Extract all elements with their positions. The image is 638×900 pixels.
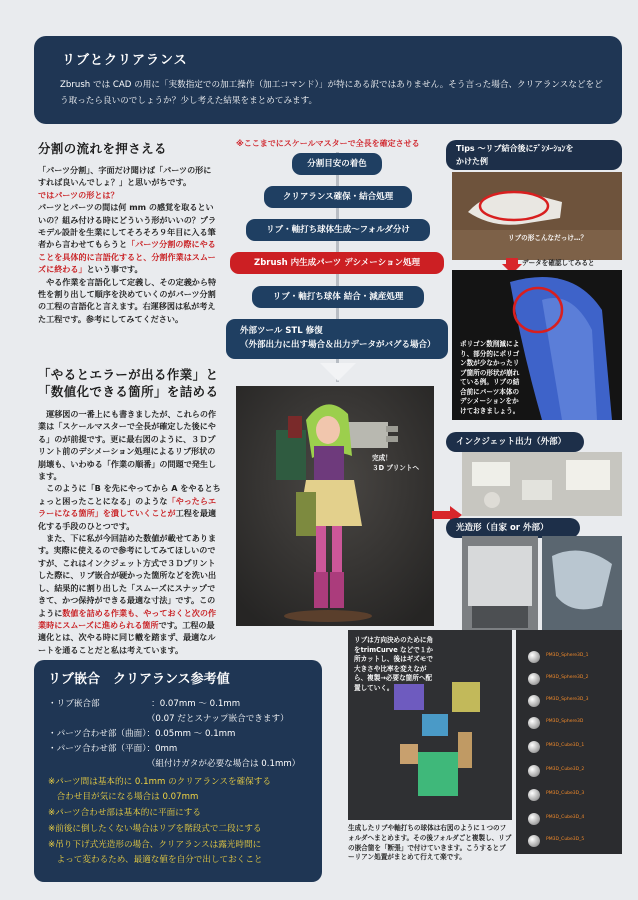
sphere-icon: [528, 651, 540, 663]
s1-text-p2: やる作業を言語化して定義し、その定義から特性を割り出して順序を決めていくのがパーツ分割の工程の言語化と言えます。右運移図は私が考えた工程です。参考にしてみてください。: [38, 276, 217, 324]
flow-down-arrow: [320, 363, 356, 381]
s1-text-c: という事です。: [86, 264, 143, 275]
flow-step-5: リブ・軸打ち球体 結合・減産処理: [252, 286, 424, 308]
sphere-icon: [528, 695, 540, 707]
intro-text: Zbrush では CAD の用に「実数指定での加工操作（加工コマンド）」が特にある訳ではありません。そう言った場合、クリアランスなどをどう取ったら良いのでしょうか？少し考えた結果をまとめてみます。: [60, 80, 603, 106]
zbrush-bottom-caption: 生成したリブや軸打ちの球体は右図のように１つのフォルダへまとめます。その後フォルダごと複製し、リブの嵌合箇を「断張」で付けていきます。こうするとブーリアン処置がまとめて行えて楽です。: [348, 824, 512, 862]
s2-p1: 運移図の一番上にも書きましたが、これらの作業は「スケールマスターで全長が確定した後にやる」のが前提です。更に最右図のように、３Ｄプリント前のデシメーション処理によるリブ形状の崩壊も、いわゆる「作業の順番」の問題で発生します。: [38, 409, 217, 482]
cube-icon: [528, 789, 540, 801]
subtool-item[interactable]: PM3D_Sphere3D_2: [524, 672, 622, 687]
tips-print-photo: [452, 172, 622, 260]
s2-p2a: このように「B を先にやってから A をやるとちょっと困ったことになる」のような: [38, 483, 221, 506]
flow-step-1: 分割目安の着色: [292, 153, 382, 175]
flow-step-6-line2: （外部出力に出す場合＆出力データがバグる場合）: [240, 340, 436, 350]
inkjet-parts-photo: [462, 452, 622, 516]
cube-icon: [528, 765, 540, 777]
reference-title: リブ嵌合 クリアランス参考値: [48, 672, 230, 687]
flow-step-6: [226, 319, 448, 359]
ref-line-5: （組付けガタが必要な場合は 0.1mm）: [48, 759, 301, 769]
tips-label: [446, 140, 622, 170]
flow-note: ※ここまでにスケールマスターで全長を確定させる: [236, 139, 420, 148]
sla-printer-photo: [462, 536, 538, 630]
flow-step-3: リブ・軸打ち球体生成〜フォルダ分け: [246, 219, 430, 241]
sphere-icon: [528, 673, 540, 685]
page-title: リブとクリアランス: [62, 53, 188, 68]
sphere-icon: [528, 717, 540, 729]
section2-body: [38, 408, 221, 656]
flow-step-2: クリアランス確保・結合処理: [264, 186, 412, 208]
sla-label: 光造形（自家 or 外部）: [446, 518, 580, 538]
subtool-item[interactable]: PM3D_Cube3D_5: [524, 834, 622, 849]
subtool-item[interactable]: PM3D_Cube3D_2: [524, 764, 622, 779]
s2-p3a: また、下に私が今回詰めた数値が載せてあります。実際に使えるので参考にしてみてほしいのですが、これはインクジェット方式で３Ｄプリントした際に、リブ嵌合が硬かった箇所などを洗い出し、結果的に割り出した「スムーズにスナップできて、かつ保持ができる最適な寸法」です。このように: [38, 533, 217, 618]
cube-icon: [528, 813, 540, 825]
subtool-item[interactable]: PM3D_Cube3D_4: [524, 812, 622, 827]
section1-body: [38, 164, 218, 325]
tips-render-caption: ポリゴン数削減により、部分的にポリゴン数が少なかったリブ箇所の形状が崩れている例。リブの結合前にパーツ本体のデシメーションをかけておきましょう。: [460, 340, 520, 415]
s2-p3-red: 数値を詰める作業も、やっておくと次の作業時にスムーズに進められる箇所: [38, 607, 217, 630]
s1-text-b: パーツとパーツの間は何 mm の感覚を取るといいの？組み付ける時にどういう形がいいの？プラモデル設計を生業にしてそろそろ９年目に入る筆者から言わせてもらうと: [38, 202, 217, 250]
inkjet-label: インクジェット出力（外部）: [446, 432, 584, 452]
tips-check-label: データを確認してみると: [522, 259, 595, 267]
ref-note-5: ※吊り下げ式光造形の場合、クリアランスは露光時間に: [48, 840, 262, 850]
subtool-item[interactable]: PM3D_Sphere3D: [524, 716, 622, 731]
ref-note-4: ※前後に倒したくない場合はリブを階段式で二段にする: [48, 824, 262, 834]
section2-title: 「やるとエラーが出る作業」と「数値化できる箇所」を詰める: [38, 367, 219, 399]
subtool-item[interactable]: PM3D_Cube3D_1: [524, 740, 622, 755]
s2-p2b: 工程を最適化する手段のひとつです。: [38, 508, 217, 531]
zbrush-subtool-panel: [516, 630, 622, 854]
s1-text-a: 「パーツ分割」、字面だけ聞けば「パーツの形にすれば良いんでしょ？」と思いがちです。: [38, 165, 212, 188]
cube-icon: [528, 741, 540, 753]
s1-red-key: 「パーツ分割の際にやることを具体的に言語化すると、分割作業はスムーズに終わる」: [38, 239, 216, 275]
flow-step-6-line1: 外部ツール STL 修復: [240, 326, 323, 336]
zbrush-left-caption: リブは方向決めのために角をtrimCurve などで１か所カットし、後はギズモで大きさや比率を変えながら、複製→必要な箇所へ配置していく。: [354, 636, 434, 692]
tips-label-line2: かけた例: [456, 157, 488, 166]
subtool-item[interactable]: PM3D_Sphere3D_1: [524, 650, 622, 665]
subtool-item[interactable]: PM3D_Cube3D_3: [524, 788, 622, 803]
sla-parts-photo: [542, 536, 622, 630]
tips-photo-caption: リブの形こんなだっけ…？: [508, 234, 588, 242]
clearance-reference-box: [34, 660, 322, 882]
subtool-item[interactable]: PM3D_Sphere3D_3: [524, 694, 622, 709]
section1-title: 分割の流れを押さえる: [38, 141, 167, 156]
ref-line-4: ・パーツ合わせ部（平面）：0mm: [48, 744, 178, 754]
header-box: [34, 36, 622, 124]
ref-note-2: 合わせ目が気になる場合は 0.07mm: [48, 792, 199, 802]
ref-note-6: よって変わるため、最適な値を自分で出しておくこと: [48, 855, 263, 865]
figure-render-photo: [236, 386, 434, 626]
ref-line-2: （0.07 だとスナップ嵌合できます）: [48, 714, 289, 724]
ref-note-1: ※パーツ間は基本的に 0.1mm のクリアランスを確保する: [48, 777, 271, 787]
ref-line-3: ・パーツ合わせ部（曲面）：0.05mm 〜 0.1mm: [48, 729, 236, 739]
tips-label-line1: Tips 〜リブ結合後にﾃﾞｼﾒｰｼｮﾝを: [456, 144, 574, 153]
ref-note-3: ※パーツ合わせ部は基本的に平面にする: [48, 808, 201, 818]
ref-line-1: ・リブ嵌合部 ：0.07mm 〜 0.1mm: [48, 699, 241, 709]
s1-red-question: ではパーツの形とは？: [38, 189, 119, 200]
cube-icon: [528, 835, 540, 847]
figure-complete-label: 完成！ ３D プリントへ: [372, 454, 420, 472]
s2-p2-red: 「やったらエラーになる箇所」を潰していくことが: [38, 495, 217, 519]
s2-p3b: です。工程の最適化とは、次やる時に同じ轍を踏まず、最適なルートを通ることだと私は考えています。: [38, 619, 216, 655]
flow-step-4-highlight: Zbrush 内生成パーツ デシメーション処理: [230, 252, 444, 274]
